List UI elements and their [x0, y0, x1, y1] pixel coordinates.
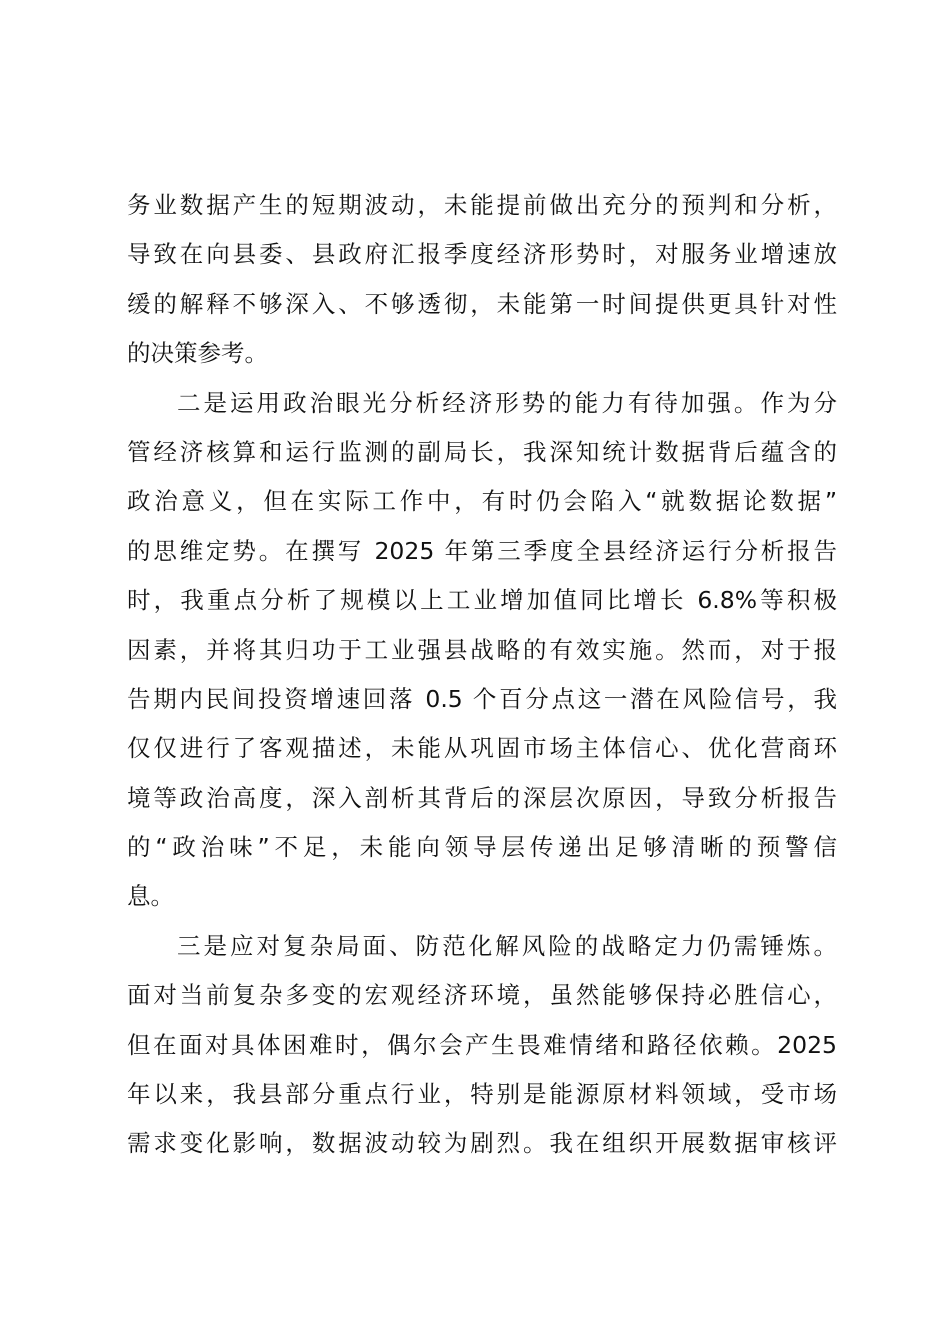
text-line: 政治意义，但在实际工作中，有时仍会陷入“就数据论数据” [127, 487, 837, 516]
text-line: 管经济核算和运行监测的副局长，我深知统计数据背后蕴含的 [127, 437, 837, 466]
paragraph-service-sector-analysis [127, 181, 837, 379]
text-line: 年以来，我县部分重点行业，特别是能源原材料领域，受市场 [127, 1080, 837, 1109]
text-line: 告期内民间投资增速回落 0.5 个百分点这一潜在风险信号，我 [127, 684, 837, 713]
text-line: 但在面对具体困难时，偶尔会产生畏难情绪和路径依赖。2025 [127, 1030, 837, 1059]
text-line: 的决策参考。 [127, 339, 268, 368]
paragraph-political-vision [127, 379, 837, 922]
document-body [127, 181, 837, 1169]
text-line: 息。 [127, 882, 174, 911]
paragraph-strategic-composure [127, 922, 837, 1169]
text-line: 的思维定势。在撰写 2025 年第三季度全县经济运行分析报告 [127, 536, 837, 565]
text-line: 面对当前复杂多变的宏观经济环境，虽然能够保持必胜信心， [127, 981, 837, 1010]
text-line: 需求变化影响，数据波动较为剧烈。我在组织开展数据审核评 [127, 1129, 837, 1158]
text-line: 境等政治高度，深入剖析其背后的深层次原因，导致分析报告 [127, 783, 837, 812]
text-line: 务业数据产生的短期波动，未能提前做出充分的预判和分析， [127, 191, 837, 219]
text-line: 三是应对复杂局面、防范化解风险的战略定力仍需锤炼。 [177, 931, 837, 960]
text-line: 二是运用政治眼光分析经济形势的能力有待加强。作为分 [177, 388, 837, 417]
text-line: 导致在向县委、县政府汇报季度经济形势时，对服务业增速放 [127, 240, 837, 269]
text-line: 的“政治味”不足，未能向领导层传递出足够清晰的预警信 [127, 833, 837, 862]
text-line: 时，我重点分析了规模以上工业增加值同比增长 6.8%等积极 [127, 586, 837, 615]
text-line: 因素，并将其归功于工业强县战略的有效实施。然而，对于报 [127, 635, 837, 664]
text-line: 仅仅进行了客观描述，未能从巩固市场主体信心、优化营商环 [127, 734, 837, 763]
text-line: 缓的解释不够深入、不够透彻，未能第一时间提供更具针对性 [127, 289, 837, 318]
